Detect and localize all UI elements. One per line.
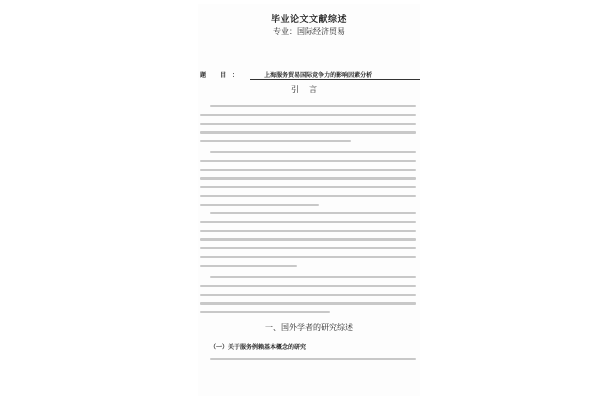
intro-heading: 引言 bbox=[291, 85, 327, 94]
document-title: 毕业论文文献综述 bbox=[270, 15, 347, 25]
section-heading: 一、国外学者的研究综述 bbox=[265, 323, 353, 332]
topic-value: 上海服务贸易国际竞争力的影响因素分析 bbox=[250, 70, 420, 80]
subsection-heading: （一）关于服务例赖基本概念的研究 bbox=[210, 344, 307, 351]
paragraph-4 bbox=[200, 276, 416, 320]
topic-label: 题 目： bbox=[200, 72, 245, 79]
paragraph-2 bbox=[200, 151, 416, 212]
document-page bbox=[198, 4, 420, 396]
paragraph-1 bbox=[200, 105, 416, 149]
paragraph-3 bbox=[200, 212, 416, 273]
major-line: 专业：国际经济贸易 bbox=[273, 27, 345, 36]
paragraph-5 bbox=[200, 358, 416, 367]
topic-row bbox=[200, 70, 420, 80]
